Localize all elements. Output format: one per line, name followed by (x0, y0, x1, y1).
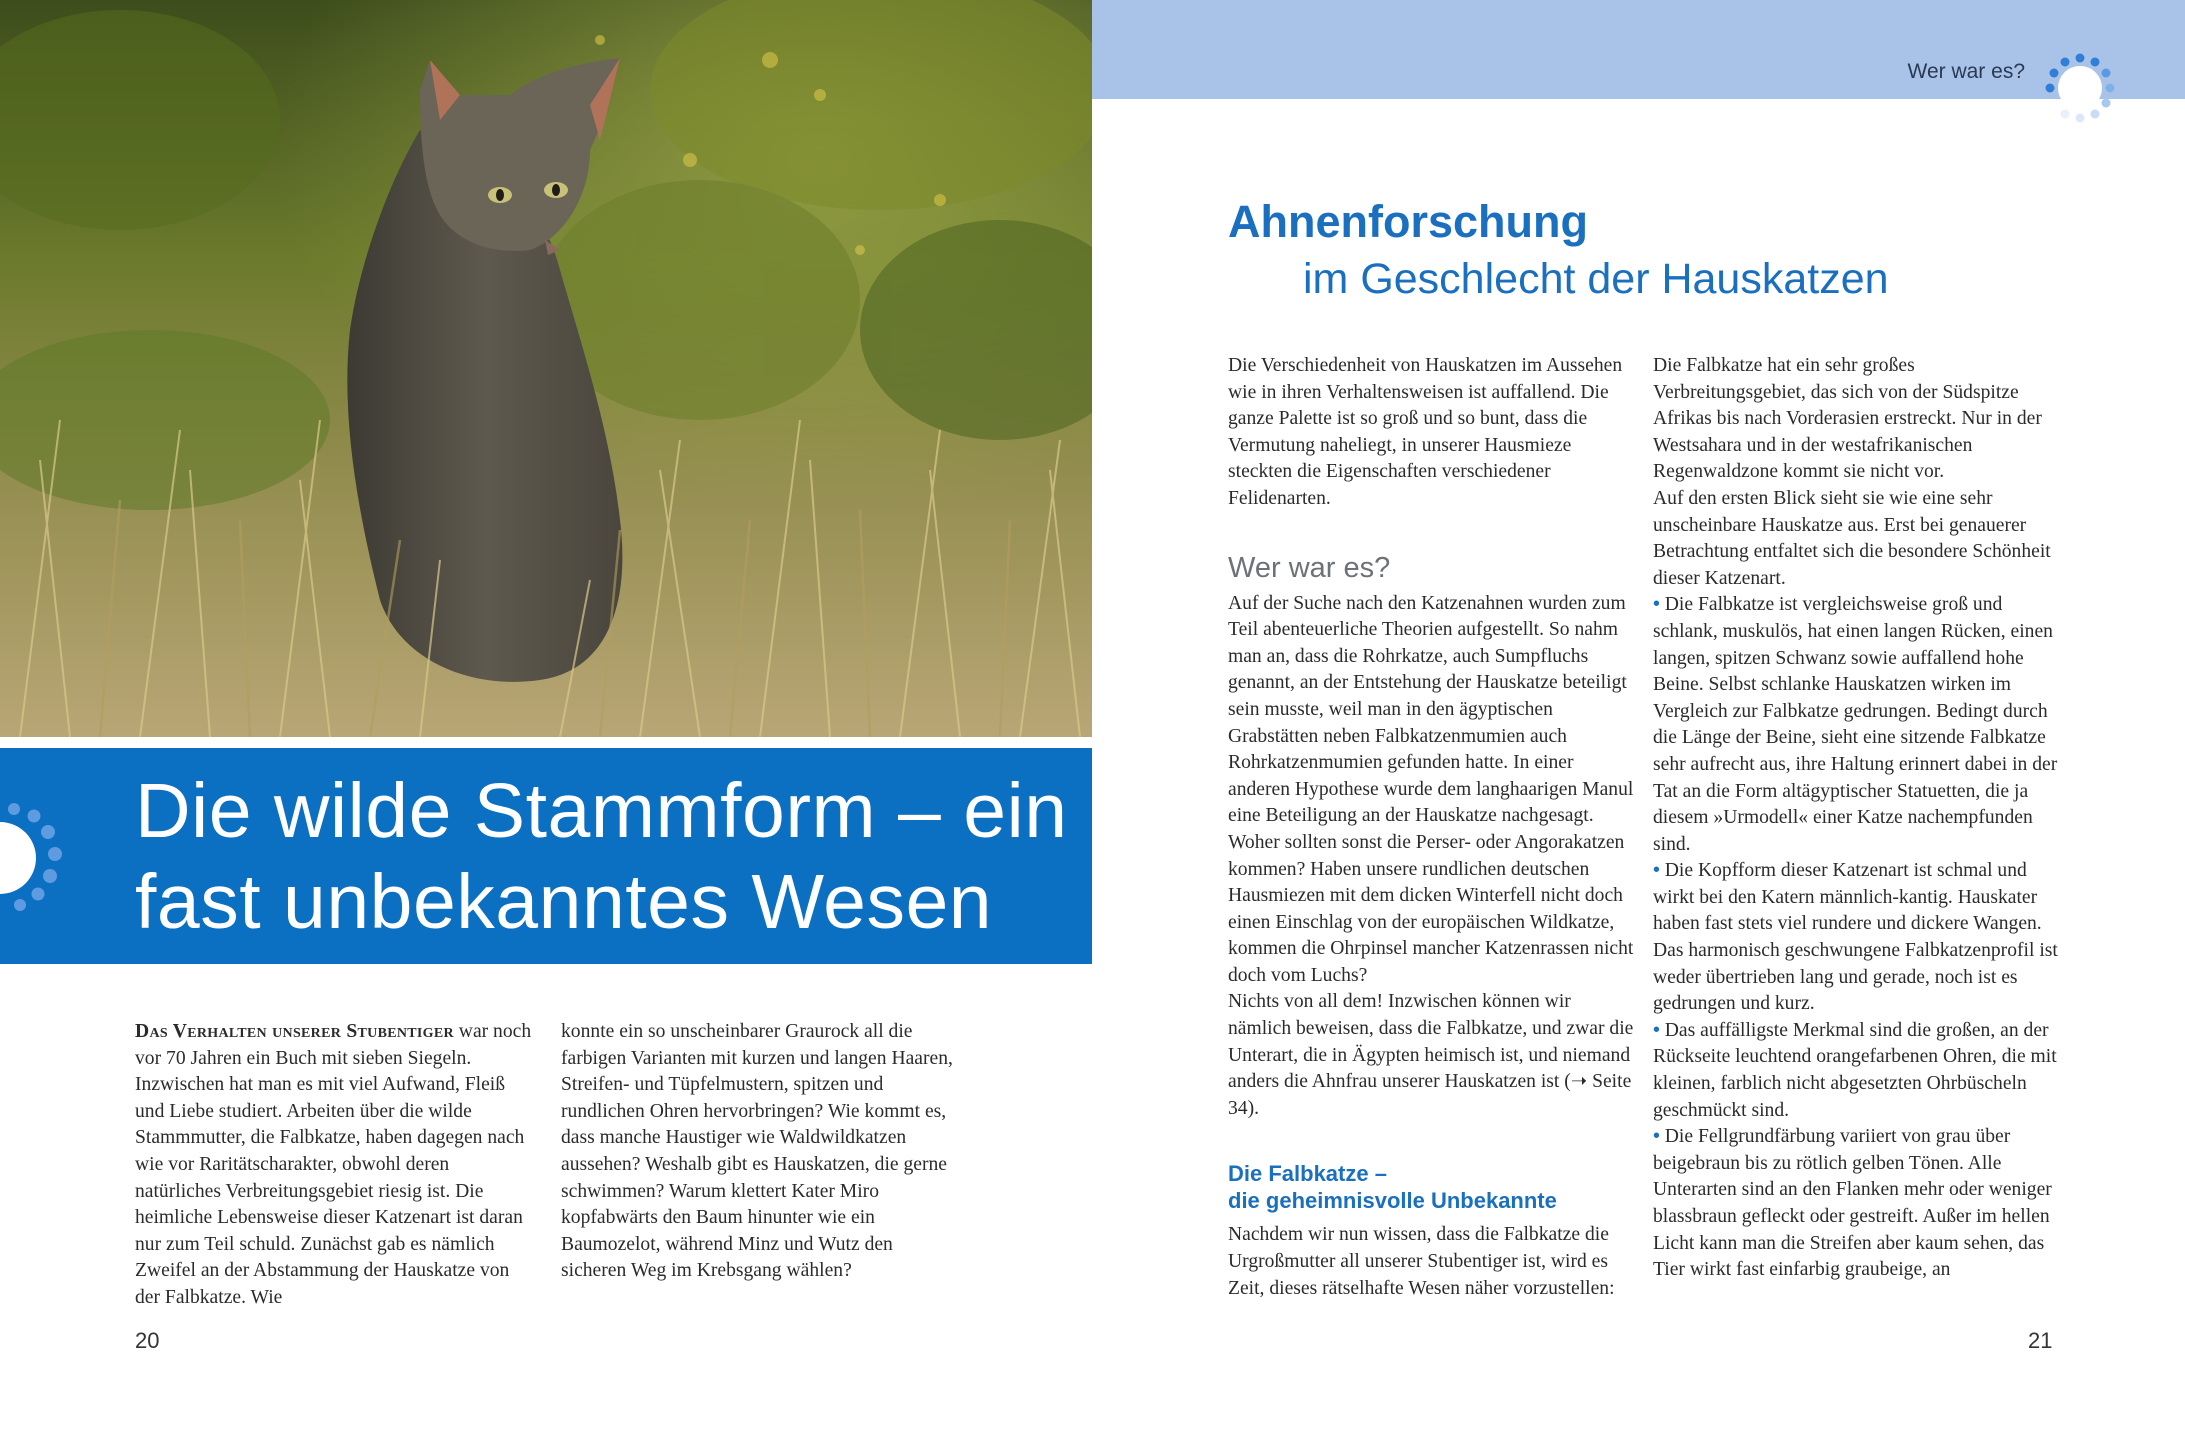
cat-photo (0, 0, 1092, 737)
subsection-heading: Wer war es? (1228, 551, 1391, 584)
left-text-column-1 (135, 1019, 535, 1312)
subheading-line-1: Die Falbkatze – (1228, 1161, 1387, 1187)
dot-ring-icon (0, 788, 70, 928)
subheading-line-2: die geheimnisvolle Unbekannte (1228, 1188, 1557, 1214)
running-head: Wer war es? (1907, 60, 2025, 83)
bullet-text: Die Kopfform dieser Katzenart ist schmal und wirkt bei den Katern männlich-kantig. Hauskater haben fast stets viel rundere und dickere Wangen. Das harmonisch geschwungene Falbkatzenprofil ist weder übertrieben lang und gerade, noch ist es gedrungen und kurz. (1653, 860, 2058, 1015)
page-number-right: 21 (2028, 1328, 2053, 1353)
dot-ring-icon (2040, 48, 2120, 128)
bullet-icon: • (1653, 1126, 1660, 1148)
title-band (0, 748, 1092, 964)
bullet-text: Die Fellgrundfärbung variiert von grau über beigebraun bis zu rötlich gelben Tönen. Alle Unterarten sind an den Flanken mehr oder weniger blassbraun gefleckt oder gestreift. Außer im hellen Licht kann man die Streifen aber kaum sehen, das Tier wirkt fast einfarbig graubeige, an (1653, 1126, 2052, 1281)
paragraph: Nichts von all dem! Inzwischen können wir nämlich beweisen, dass die Falbkatze, und zwar die Unterart, die in Ägypten heimisch ist, und niemand anders die Ahnfrau unserer Hauskatzen ist (➝ Seite 34). (1228, 991, 1634, 1119)
bullet-text: Das auffälligste Merkmal sind die großen, an der Rückseite leuchtend orangefarbenen Ohren, die mit kleinen, farblich nicht abgesetzten Ohrbüscheln geschmückt sind. (1653, 1019, 2057, 1121)
paragraph: Die Falbkatze hat ein sehr großes Verbreitungsgebiet, das sich von der Südspitze Afrikas bis nach Vorderasien erstreckt. Nur in der Westsahara und in der westafrikanischen Regenwaldzone kommt sie nicht vor. (1653, 355, 2042, 483)
bullet-item (1653, 1018, 2063, 1124)
page-number-left: 20 (135, 1328, 160, 1353)
bullet-icon: • (1653, 860, 1660, 882)
paragraph: Nachdem wir nun wissen, dass die Falbkatze die Urgroßmutter all unserer Stubentiger ist, wird es Zeit, dieses rätselhafte Wesen näher vorzustellen: (1228, 1224, 1615, 1299)
bullet-item (1653, 592, 2063, 858)
lead-in: Das Verhalten unserer Stubentiger (135, 1021, 454, 1042)
page-title (135, 766, 1068, 948)
bullet-text: Die Falbkatze ist vergleichsweise groß und schlank, muskulös, hat einen langen Rücken, einen langen, spitzen Schwanz sowie auffallend hohe Beine. Selbst schlanke Hauskatzen wirken im Vergleich zur Falbkatze gedrungen. Bedingt durch die Länge der Beine, sieht eine sitzende Falbkatze sehr aufrecht aus, ihre Haltung erinnert dabei in der Tat an die Form altägyptischer Statuetten, die ja diesem »Urmodell« einer Katze nachempfunden sind. (1653, 594, 2058, 855)
bullet-icon: • (1653, 1019, 1660, 1041)
left-text-column-2 (561, 1019, 961, 1285)
subsection-heading-blue (1228, 1160, 1638, 1214)
top-bar (1092, 0, 2185, 99)
intro-paragraph (135, 1019, 535, 1312)
right-text-column-1 (1228, 353, 1638, 1302)
intro-paragraph: Die Verschiedenheit von Hauskatzen im Aussehen wie in ihren Verhaltensweisen ist auffallend. Die ganze Palette ist so groß und so bunt, dass die Vermutung naheliegt, in unserer Hausmieze steckten die Eigenschaften verschiedener Felidenarten. (1228, 355, 1623, 509)
title-line-1: Die wilde Stammform – ein (135, 768, 1068, 854)
paragraph: Auf der Suche nach den Katzenahnen wurden zum Teil abenteuerliche Theorien aufgestellt. So nahm man an, dass die Rohrkatze, auch Sumpfluchs genannt, an der Entstehung der Hauskatze beteiligt sein musste, weil man in den ägyptischen Grabstätten neben Falbkatzenmumien auch Rohrkatzenmumien gefunden hatte. In einer anderen Hypothese wurde dem langhaarigen Manul eine Beteiligung an der Hauskatze nachgesagt. Woher sollten sonst die Perser- oder Angorakatzen kommen? Haben unsere rundlichen deutschen Hausmiezen mit dem dicken Winterfell nicht doch einen Einschlag von der europäischen Wildkatze, kommen die Ohrpinsel mancher Katzenrassen nicht doch vom Luchs? (1228, 592, 1634, 986)
intro-text: war noch vor 70 Jahren ein Buch mit sieben Siegeln. Inzwischen hat man es mit viel Aufwand, Fleiß und Liebe studiert. Arbeiten über die wilde Stammmutter, die Falbkatze, haben dagegen nach wie vor Raritätscharakter, obwohl deren natürliches Verbreitungsgebiet riesig ist. Die heimliche Lebensweise dieser Katzenart ist daran nur zum Teil schuld. Zunächst gab es nämlich Zweifel an der Abstammung der Hauskatze von der Falbkatze. Wie (135, 1021, 532, 1308)
bullet-item (1653, 858, 2063, 1018)
paragraph: Auf den ersten Blick sieht sie wie eine sehr unscheinbare Hauskatze aus. Erst bei genauerer Betrachtung entfaltet sich die besondere Schönheit dieser Katzenart. (1653, 487, 2051, 589)
section-heading-main: Ahnenforschung (1228, 196, 1588, 247)
bullet-icon: • (1653, 594, 1660, 616)
column-paragraph: konnte ein so unscheinbarer Graurock all die farbigen Varianten mit kurzen und langen Haaren, Streifen- und Tüpfelmustern, spitzen und rundlichen Ohren hervorbringen? Wie kommt es, dass manche Haustiger wie Waldwildkatzen aussehen? Weshalb gibt es Hauskatzen, die gerne schwimmen? Warum klettert Kater Miro kopfabwärts den Baum hinunter wie ein Baumozelot, während Minz und Wutz den sicheren Weg im Krebsgang wählen? (561, 1021, 953, 1282)
bullet-item (1653, 1124, 2063, 1284)
right-text-column-2 (1653, 353, 2063, 1284)
title-line-2: fast unbekanntes Wesen (135, 859, 993, 945)
section-heading-sub: im Geschlecht der Hauskatzen (1303, 255, 1889, 303)
